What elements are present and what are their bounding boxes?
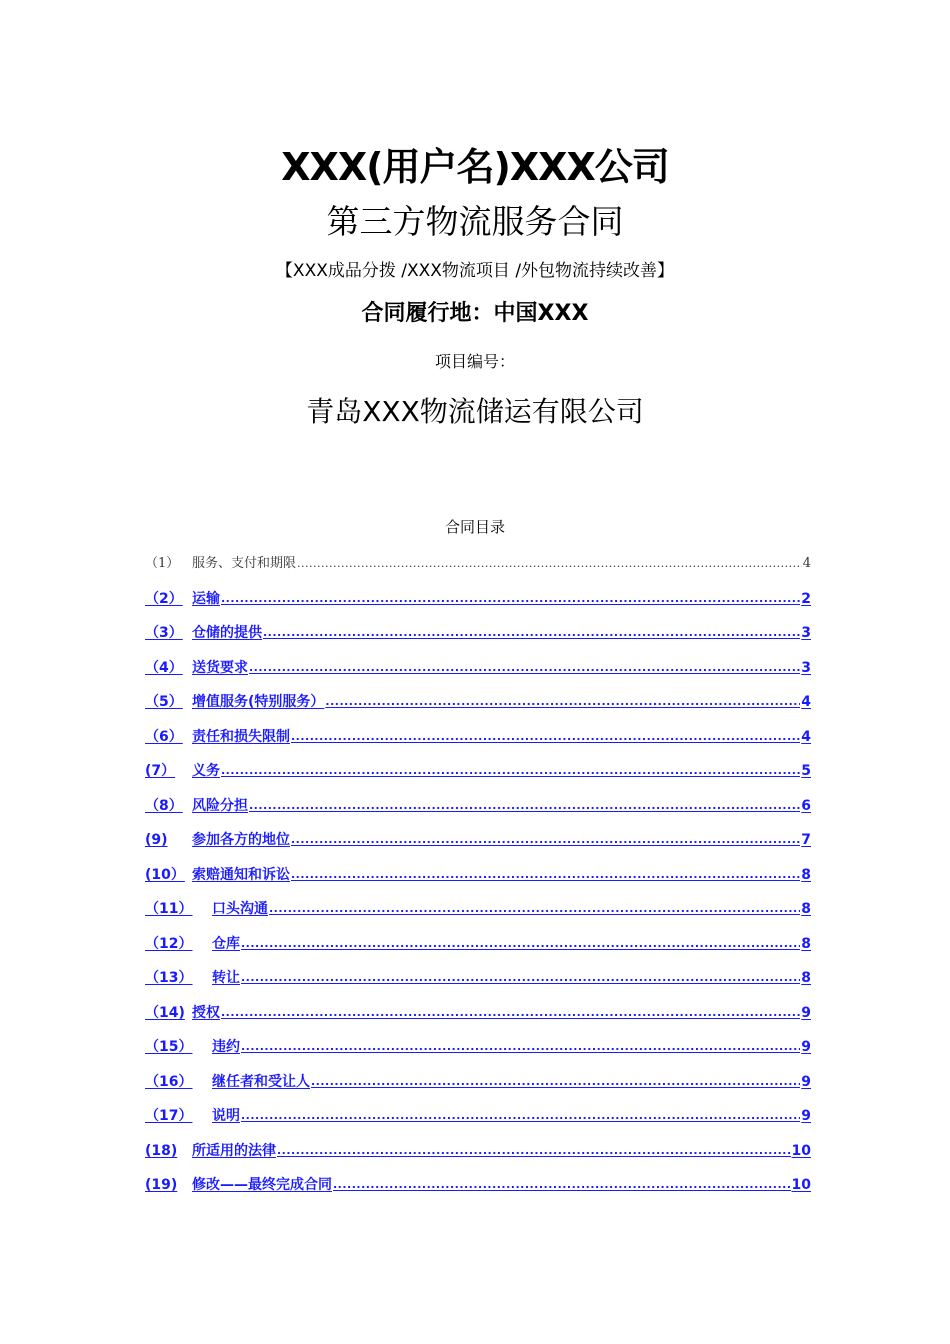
toc-entry-number: （1） (145, 556, 180, 571)
toc-leader-dots (291, 831, 800, 849)
toc-entry-number: （13） (145, 970, 193, 986)
toc-entry-page: 6 (801, 798, 811, 814)
toc-leader-dots (263, 624, 800, 642)
project-scope: 【XXX成品分拨 /XXX物流项目 /外包物流持续改善】 (275, 261, 675, 281)
toc-entry-label: 仓库 (212, 936, 240, 952)
toc-entry-page: 10 (791, 1143, 811, 1159)
toc-entry-13[interactable] (145, 967, 811, 987)
contract-subtitle: 第三方物流服务合同 (326, 202, 624, 241)
company-name: 青岛XXX物流储运有限公司 (306, 395, 644, 428)
toc-leader-dots (291, 728, 800, 746)
toc-entry-label: 所适用的法律 (192, 1143, 276, 1159)
toc-entry-number: （15） (145, 1039, 193, 1055)
toc-leader-dots (241, 969, 800, 987)
toc-entry-number: （2） (145, 591, 183, 607)
toc-entry-number: （14) (145, 1005, 185, 1021)
toc-entry-number: (10） (145, 867, 185, 883)
toc-entry-label: 索赔通知和诉讼 (192, 867, 290, 883)
document-title: XXX(用户名)XXX公司 (281, 145, 669, 189)
toc-leader-dots (277, 1142, 791, 1160)
toc-entry-19[interactable] (145, 1174, 811, 1194)
contract-location: 合同履行地：中国XXX (361, 301, 589, 326)
toc-entry-label: 违约 (212, 1039, 240, 1055)
toc-entry-3[interactable] (145, 622, 811, 642)
toc-entry-8[interactable] (145, 795, 811, 815)
toc-entry-label: 仓储的提供 (192, 625, 262, 641)
toc-entry-page: 2 (801, 591, 811, 607)
toc-entry-5[interactable] (145, 691, 811, 711)
toc-leader-dots (297, 555, 802, 573)
toc-entry-label: 增值服务(特别服务） (192, 694, 325, 710)
toc-entry-number: （16） (145, 1074, 193, 1090)
toc-entry-page: 9 (801, 1039, 811, 1055)
toc-leader-dots (221, 762, 800, 780)
toc-entry-number: （5） (145, 694, 183, 710)
toc-entry-label: 授权 (192, 1005, 220, 1021)
toc-leader-dots (311, 1073, 800, 1091)
toc-entry-4[interactable] (145, 657, 811, 677)
toc-entry-label: 继任者和受让人 (212, 1074, 310, 1090)
toc-leader-dots (249, 659, 800, 677)
toc-entry-label: 服务、支付和期限 (192, 556, 297, 571)
toc-entry-label: 风险分担 (192, 798, 248, 814)
toc-entry-7[interactable] (145, 760, 811, 780)
toc-leader-dots (325, 693, 800, 711)
toc-entry-number: (19) (145, 1177, 178, 1193)
toc-entry-1[interactable] (145, 553, 811, 573)
toc-entry-2[interactable] (145, 588, 811, 608)
toc-entry-page: 3 (801, 660, 811, 676)
toc-entry-label: 责任和损失限制 (192, 729, 290, 745)
toc-entry-page: 9 (801, 1074, 811, 1090)
toc-entry-label: 转让 (212, 970, 240, 986)
toc-entry-14[interactable] (145, 1002, 811, 1022)
toc-entry-page: 9 (801, 1108, 811, 1124)
toc-entry-number: （11） (145, 901, 193, 917)
toc-entry-number: （8） (145, 798, 183, 814)
toc-entry-page: 4 (801, 694, 811, 710)
toc-entry-number: (9) (145, 832, 168, 848)
toc-leader-dots (269, 900, 800, 918)
toc-leader-dots (333, 1176, 791, 1194)
toc-title: 合同目录 (444, 518, 505, 536)
toc-entry-page: 8 (801, 936, 811, 952)
toc-entry-6[interactable] (145, 726, 811, 746)
toc-entry-page: 8 (801, 901, 811, 917)
toc-entry-number: （3） (145, 625, 183, 641)
toc-entry-page: 10 (791, 1177, 811, 1193)
toc-entry-label: 参加各方的地位 (192, 832, 290, 848)
toc-entry-label: 说明 (212, 1108, 240, 1124)
toc-leader-dots (221, 1004, 800, 1022)
toc-entry-label: 修改——最终完成合同 (192, 1177, 332, 1193)
toc-leader-dots (291, 866, 800, 884)
toc-entry-number: （17） (145, 1108, 193, 1124)
toc-entry-15[interactable] (145, 1036, 811, 1056)
toc-entry-16[interactable] (145, 1071, 811, 1091)
toc-entry-page: 4 (801, 729, 811, 745)
toc-leader-dots (249, 797, 800, 815)
toc-entry-label: 口头沟通 (212, 901, 268, 917)
toc-leader-dots (241, 935, 800, 953)
toc-entry-17[interactable] (145, 1105, 811, 1125)
toc-entry-page: 9 (801, 1005, 811, 1021)
toc-entry-number: （6） (145, 729, 183, 745)
toc-leader-dots (221, 590, 800, 608)
toc-entry-page: 3 (801, 625, 811, 641)
toc-entry-label: 送货要求 (192, 660, 248, 676)
toc-entry-11[interactable] (145, 898, 811, 918)
toc-entry-number: (18) (145, 1143, 178, 1159)
toc-entry-label: 运输 (192, 591, 220, 607)
project-number-label: 项目编号： (434, 352, 515, 371)
toc-leader-dots (241, 1038, 800, 1056)
toc-entry-page: 8 (801, 970, 811, 986)
toc-entry-10[interactable] (145, 864, 811, 884)
toc-entry-page: 7 (801, 832, 811, 848)
toc-entry-label: 义务 (192, 763, 220, 779)
toc-entry-9[interactable] (145, 829, 811, 849)
toc-entry-page: 8 (801, 867, 811, 883)
toc-entry-number: （4） (145, 660, 183, 676)
toc-entry-number: (7） (145, 763, 176, 779)
toc-leader-dots (241, 1107, 800, 1125)
toc-entry-number: （12） (145, 936, 193, 952)
toc-entry-page: 4 (802, 556, 811, 571)
toc-entry-12[interactable] (145, 933, 811, 953)
toc-entry-18[interactable] (145, 1140, 811, 1160)
toc-entry-page: 5 (801, 763, 811, 779)
